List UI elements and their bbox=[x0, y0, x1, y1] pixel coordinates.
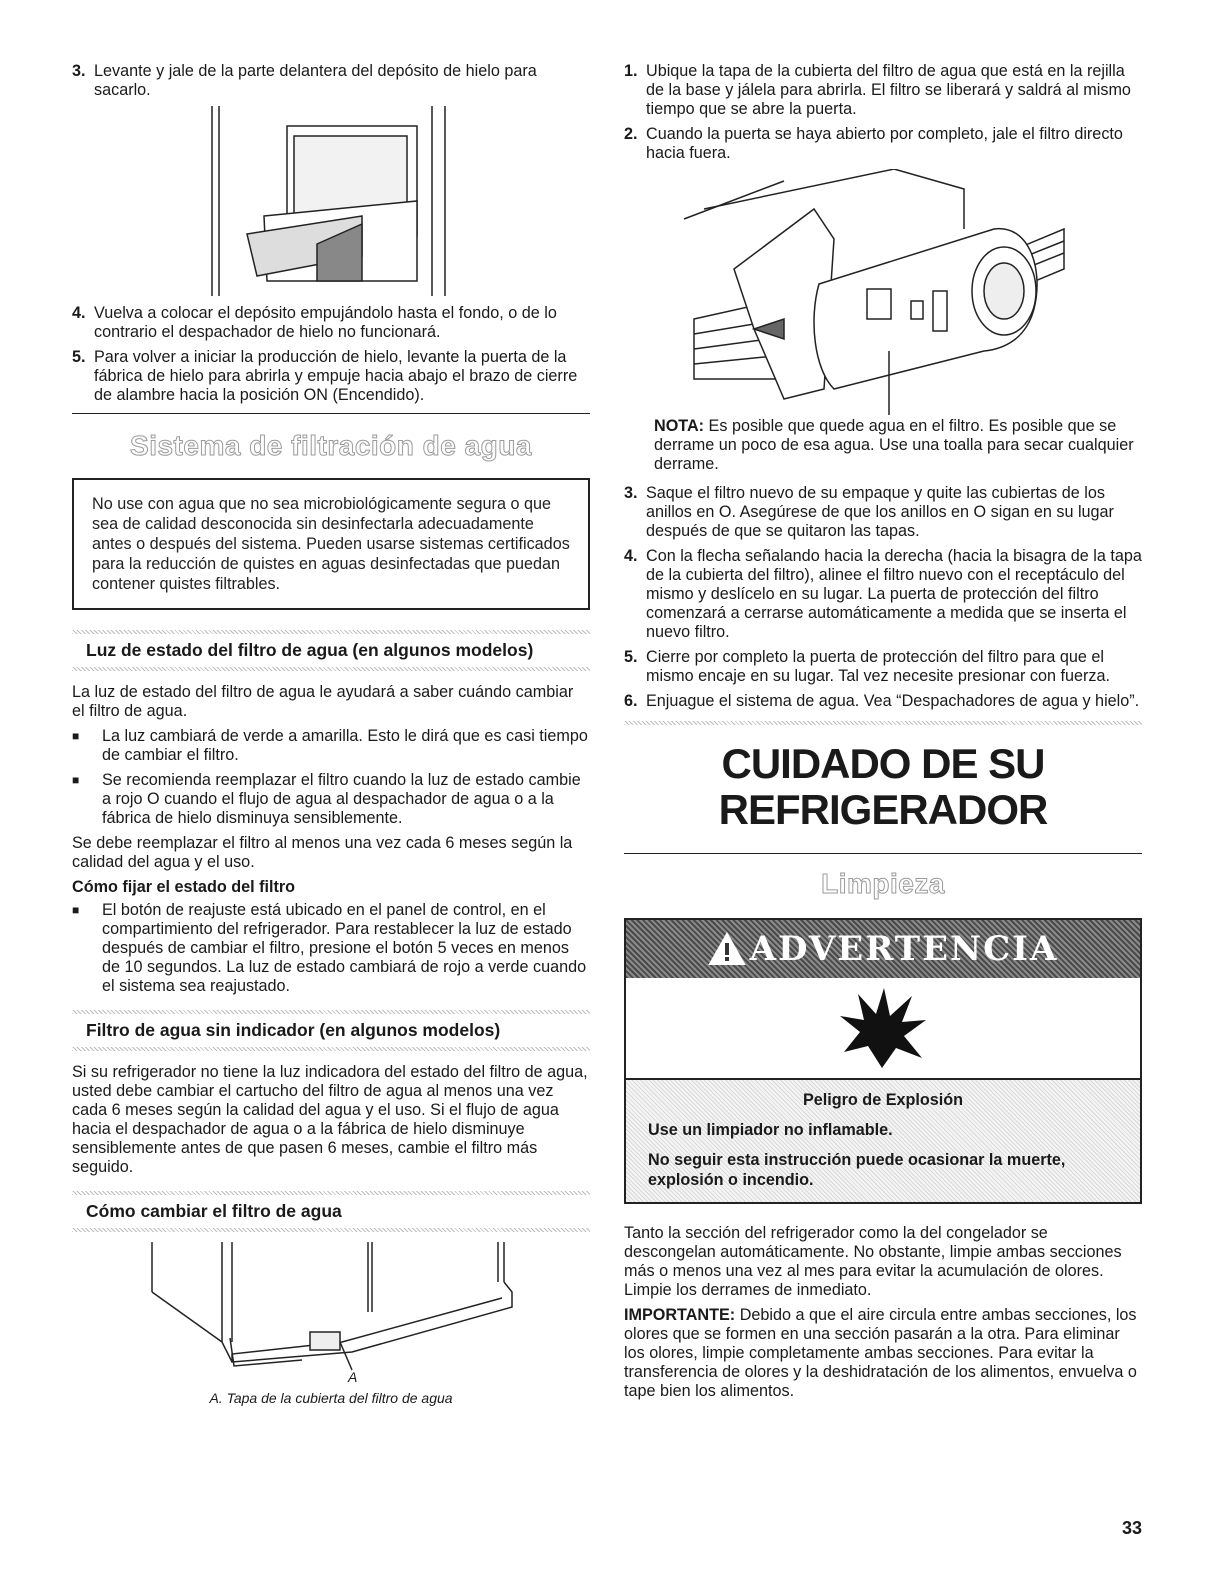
cleaning-paragraph: Tanto la sección del refrigerador como la del congelador se descongelan automáticamente. No obstante, limpie ambas secciones más o menos una vez al mes para evitar la acumulación de olores. Limpie los derrames de inmediato. bbox=[624, 1224, 1122, 1299]
step-3-remove-bin bbox=[72, 62, 590, 100]
warning-body bbox=[626, 1078, 1140, 1202]
figure-label-a: A bbox=[348, 1369, 358, 1385]
base-grille-illustration bbox=[72, 1242, 590, 1386]
subheading-no-indicator: Filtro de agua sin indicador (en algunos modelos) bbox=[86, 1020, 501, 1040]
step-number: 2. bbox=[624, 125, 638, 143]
note-paragraph bbox=[654, 417, 1142, 474]
page-number: 33 bbox=[1121, 1518, 1142, 1538]
bullet-text: La luz cambiará de verde a amarilla. Esto le dirá que es casi tiempo de cambiar el filtro. bbox=[102, 727, 588, 764]
warning-title: ADVERTENCIA bbox=[749, 929, 1059, 969]
warning-subtitle: Peligro de Explosión bbox=[802, 1091, 964, 1109]
step-number: 3. bbox=[72, 62, 86, 80]
ice-bin-drawing bbox=[72, 106, 590, 304]
hatch-divider bbox=[72, 667, 590, 671]
step-4-insert-filter bbox=[624, 547, 1142, 642]
hatch-divider bbox=[624, 721, 1142, 725]
section-divider bbox=[624, 853, 1142, 854]
important-text: Debido a que el aire circula entre ambas secciones, los olores que se formen en una sección pasarán a la otra. Para eliminar los olores, limpie completamente ambas secciones. Para evitar la transferencia de olores y la deshidratación de los alimentos, envuelva o tape bien los alimentos. bbox=[624, 1306, 1137, 1400]
step-text: Ubique la tapa de la cubierta del filtro de agua que está en la rejilla de la base y jálela para abrirla. El filtro se liberará y saldrá al mismo tiempo que se abre la puerta. bbox=[646, 62, 1131, 118]
step-number: 3. bbox=[624, 484, 638, 502]
figure-caption: A. Tapa de la cubierta del filtro de agua bbox=[209, 1390, 453, 1406]
reset-status-heading: Cómo fijar el estado del filtro bbox=[72, 878, 296, 896]
chapter-title-line-2: REFRIGERADOR bbox=[718, 786, 1048, 833]
step-3-unpack-filter bbox=[624, 484, 1142, 541]
filter-cartridge-drawing bbox=[674, 169, 1074, 417]
step-text: Para volver a iniciar la producción de hielo, levante la puerta de la fábrica de hielo para abrirla y empuje hacia abajo el brazo de cierre de alambre hacia la posición ON (Encendido). bbox=[94, 348, 578, 404]
step-number: 5. bbox=[72, 348, 86, 366]
step-text: Levante y jale de la parte delantera del depósito de hielo para sacarlo. bbox=[94, 62, 537, 99]
warning-triangle-icon bbox=[708, 932, 746, 966]
bullet-text: El botón de reajuste está ubicado en el panel de control, en el compartimiento del refrigerador. Para restablecer la luz de estado después de cambiar el filtro, presione el botón 5 veces en menos de 10 segundos. La luz de estado cambiará de rojo a verde cuando el sistema sea reajustado. bbox=[102, 901, 587, 995]
step-number: 5. bbox=[624, 648, 638, 666]
step-2-pull-filter bbox=[624, 125, 1142, 163]
step-text: Cuando la puerta se haya abierto por completo, jale el filtro directo hacia fuera. bbox=[646, 125, 1123, 162]
subheading-status-light: Luz de estado del filtro de agua (en algunos modelos) bbox=[86, 640, 534, 660]
step-text: Enjuague el sistema de agua. Vea “Despachadores de agua y hielo”. bbox=[646, 692, 1140, 710]
hatch-divider bbox=[72, 1228, 590, 1232]
step-6-flush-system bbox=[624, 692, 1142, 711]
warning-line-1: Use un limpiador no inflamable. bbox=[648, 1121, 893, 1139]
left-column bbox=[72, 62, 590, 1406]
section-title-cleaning: Limpieza bbox=[821, 868, 945, 899]
step-5-restart-ice bbox=[72, 348, 590, 405]
chapter-title bbox=[624, 741, 1142, 833]
step-text: Cierre por completo la puerta de protección del filtro para que el mismo encaje en su lugar. Tal vez necesite presionar con fuerza. bbox=[646, 648, 1110, 685]
bullet-item bbox=[72, 901, 590, 996]
step-number: 1. bbox=[624, 62, 638, 80]
replace-interval-text: Se debe reemplazar el filtro al menos una vez cada 6 meses según la calidad del agua y el uso. bbox=[72, 834, 573, 871]
step-text: Saque el filtro nuevo de su empaque y quite las cubiertas de los anillos en O. Asegúrese de que los anillos en O sigan en su lugar después de que se quitaron las tapas. bbox=[646, 484, 1114, 540]
base-grille-drawing bbox=[72, 1242, 590, 1386]
important-label: IMPORTANTE: bbox=[624, 1306, 736, 1324]
bullet-text: Se recomienda reemplazar el filtro cuando la luz de estado cambie a rojo O cuando el flujo de agua al despachador de agua o a la fábrica de hielo disminuya sensiblemente. bbox=[102, 771, 581, 827]
bullet-square-icon: ■ bbox=[72, 729, 80, 743]
hatch-divider bbox=[72, 1047, 590, 1051]
step-number: 6. bbox=[624, 692, 638, 710]
explosion-symbol-area bbox=[626, 978, 1140, 1078]
step-number: 4. bbox=[72, 304, 86, 322]
step-5-close-door bbox=[624, 648, 1142, 686]
note-text: Es posible que quede agua en el filtro. Es posible que se derrame un poco de esa agua. Use una toalla para secar cualquier derrame. bbox=[654, 417, 1134, 473]
step-number: 4. bbox=[624, 547, 638, 565]
note-label: NOTA: bbox=[654, 417, 705, 435]
filter-cartridge-illustration bbox=[674, 169, 1142, 417]
section-divider bbox=[72, 413, 590, 414]
water-safety-notice: No use con agua que no sea microbiológicamente segura o que sea de calidad desconocida sin desinfectarla adecuadamente antes o después del sistema. Pueden usarse sistemas certificados para la reducción de quistes en aguas desinfectadas que puedan contener quistes filtrables. bbox=[72, 478, 590, 610]
bullet-item bbox=[72, 727, 590, 765]
right-column bbox=[624, 62, 1142, 1407]
bullet-item bbox=[72, 771, 590, 828]
subheading-change-filter: Cómo cambiar el filtro de agua bbox=[86, 1201, 342, 1221]
important-paragraph bbox=[624, 1306, 1142, 1401]
warning-header bbox=[626, 920, 1140, 978]
warning-line-2: No seguir esta instrucción puede ocasionar la muerte, explosión o incendio. bbox=[648, 1151, 1066, 1189]
explosion-icon bbox=[838, 986, 928, 1070]
bullet-square-icon: ■ bbox=[72, 773, 80, 787]
step-text: Con la flecha señalando hacia la derecha (hacia la bisagra de la tapa de la cubierta del filtro), alinee el filtro nuevo con el receptáculo del mismo y deslícelo en su lugar. La puerta de protección del filtro comenzará a cerrarse automáticamente a medida que se inserta el nuevo filtro. bbox=[646, 547, 1142, 641]
warning-box bbox=[624, 918, 1142, 1204]
section-title-water-filtration: Sistema de filtración de agua bbox=[130, 430, 532, 461]
no-indicator-text: Si su refrigerador no tiene la luz indicadora del estado del filtro de agua, usted debe cambiar el cartucho del filtro de agua al menos una vez cada 6 meses según la calidad del agua y el uso. Si el flujo de agua hacia el despachador de agua o a la fábrica de hielo disminuye sensiblemente antes de que pasen 6 meses, cambie el filtro más seguido. bbox=[72, 1063, 588, 1176]
status-light-intro: La luz de estado del filtro de agua le ayudará a saber cuándo cambiar el filtro de agua. bbox=[72, 683, 574, 720]
step-text: Vuelva a colocar el depósito empujándolo hasta el fondo, o de lo contrario el despachador de hielo no funcionará. bbox=[94, 304, 557, 341]
step-1-locate-cover bbox=[624, 62, 1142, 119]
chapter-title-line-1: CUIDADO DE SU bbox=[721, 740, 1045, 787]
ice-bin-illustration bbox=[72, 106, 590, 304]
step-4-replace-bin bbox=[72, 304, 590, 342]
bullet-square-icon: ■ bbox=[72, 903, 80, 917]
